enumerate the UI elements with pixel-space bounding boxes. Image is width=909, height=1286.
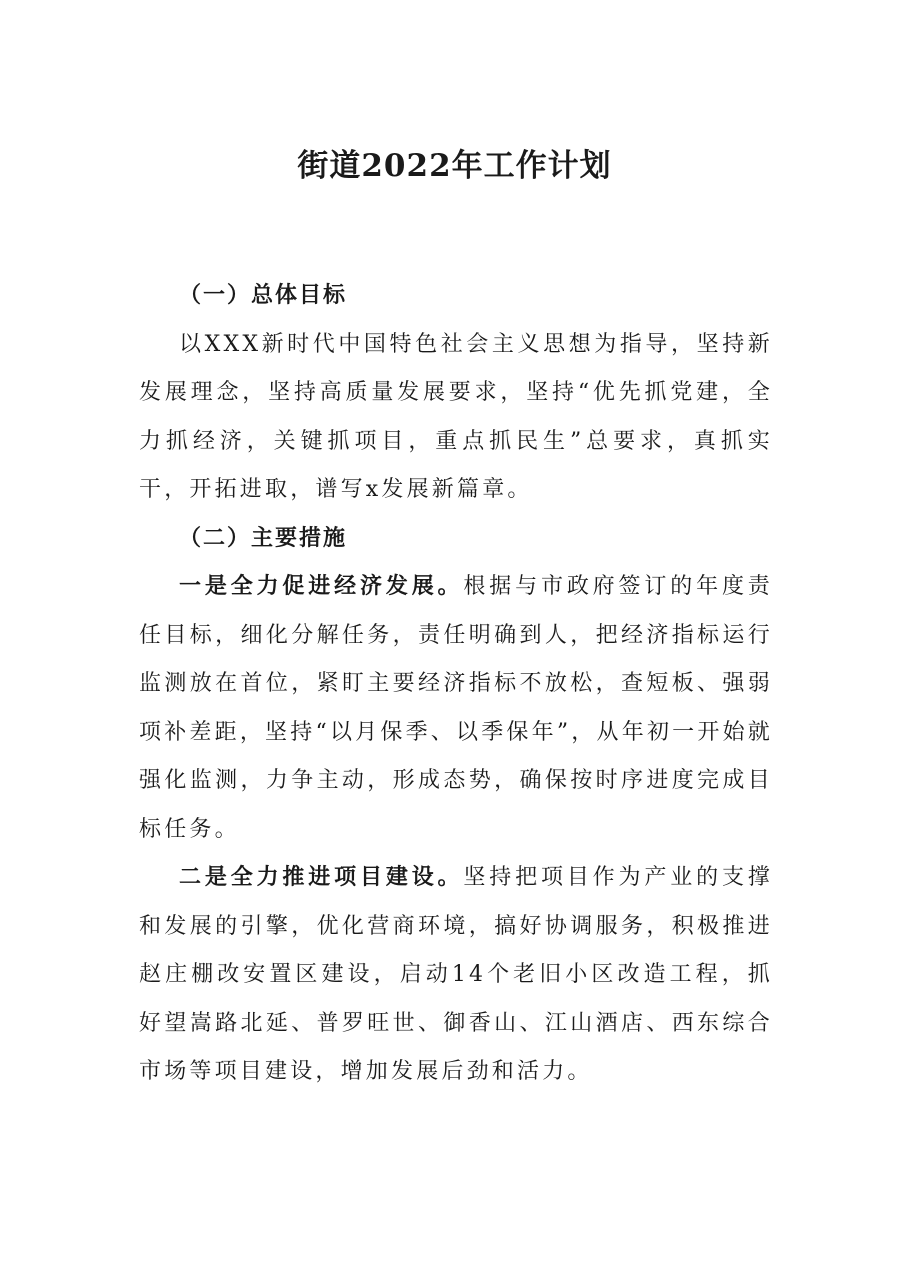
measure-lead-economy: 一是全力促进经济发展。 bbox=[179, 574, 464, 599]
measure-text-projects: 坚持把项目作为产业的支撑和发展的引擎，优化营商环境，搞好协调服务，积极推进赵庄棚改安置区建设，启动14个老旧小区改造工程，抓好望嵩路北延、普罗旺世、御香山、江山酒店、西东综合市场等项目建设，增加发展后劲和活力。 bbox=[139, 865, 774, 1084]
measure-paragraph-projects bbox=[139, 854, 773, 1097]
measure-lead-projects: 二是全力推进项目建设。 bbox=[179, 865, 464, 890]
document-title: 街道2022年工作计划 bbox=[297, 148, 612, 184]
document-body bbox=[139, 272, 773, 1097]
section-paragraph-overall-goal: 以XXX新时代中国特色社会主义思想为指导，坚持新发展理念，坚持高质量发展要求，坚持“优先抓党建，全力抓经济，关键抓项目，重点抓民生”总要求，真抓实干，开拓进取，谱写x发展新篇章。 bbox=[139, 331, 773, 502]
measure-paragraph-economy bbox=[139, 563, 773, 854]
section-heading-overall-goal: （一）总体目标 bbox=[179, 283, 348, 308]
section-heading-main-measures: （二）主要措施 bbox=[179, 525, 348, 551]
measure-text-economy: 根据与市政府签订的年度责任目标，细化分解任务，责任明确到人，把经济指标运行监测放在首位，紧盯主要经济指标不放松，查短板、强弱项补差距，坚持“以月保季、以季保年”，从年初一开始就强化监测，力争主动，形成态势，确保按时序进度完成目标任务。 bbox=[139, 574, 774, 842]
